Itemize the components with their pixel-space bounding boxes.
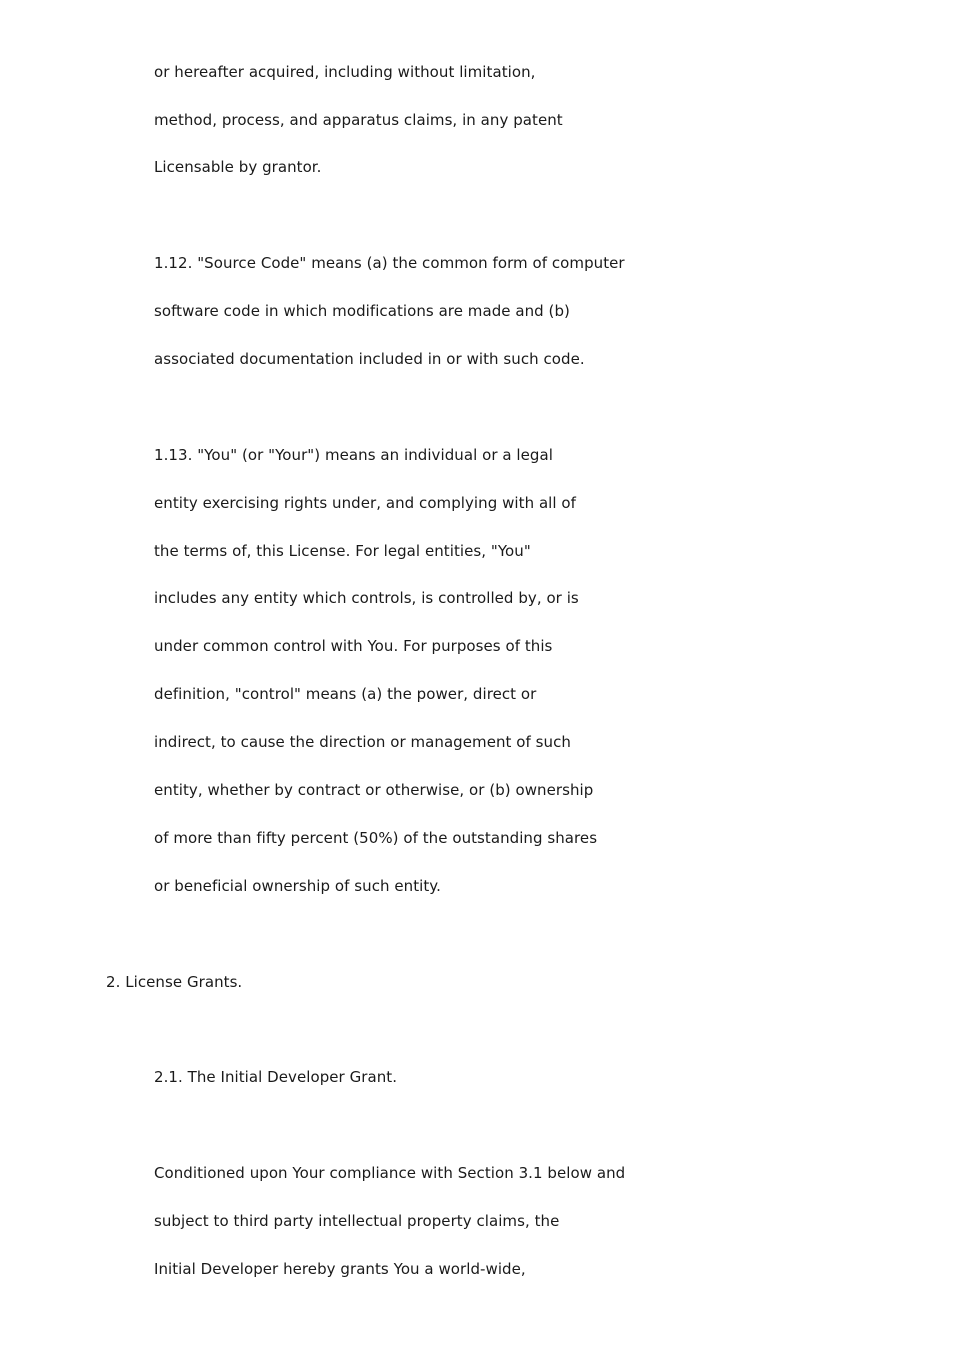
subsection-heading: 2.1. The Initial Developer Grant. — [154, 1068, 398, 1086]
definition-1-13-line: of more than fifty percent (50%) of the outstanding shares — [154, 829, 598, 847]
text-line: Licensable by grantor. — [154, 158, 322, 176]
definition-1-12-line: associated documentation included in or with such code. — [154, 350, 585, 368]
definition-1-13-line: definition, "control" means (a) the power, direct or — [154, 685, 537, 703]
definition-1-13-line: entity, whether by contract or otherwise, or (b) ownership — [154, 781, 594, 799]
definition-1-13-line: includes any entity which controls, is controlled by, or is — [154, 589, 579, 607]
definition-1-13-line: the terms of, this License. For legal entities, "You" — [154, 542, 531, 560]
section-2-1-line: Initial Developer hereby grants You a world-wide, — [154, 1260, 526, 1278]
definition-1-12-line: 1.12. "Source Code" means (a) the common form of computer — [154, 254, 625, 272]
definition-1-13-line: entity exercising rights under, and complying with all of — [154, 494, 576, 512]
text-line: or hereafter acquired, including without limitation, — [154, 63, 536, 81]
text-line: method, process, and apparatus claims, in any patent — [154, 111, 563, 129]
definition-1-13-line: 1.13. "You" (or "Your") means an individual or a legal — [154, 446, 553, 464]
section-2-1-line: Conditioned upon Your compliance with Section 3.1 below and — [154, 1164, 626, 1182]
section-2-1-line: subject to third party intellectual property claims, the — [154, 1212, 560, 1230]
section-heading: 2. License Grants. — [106, 973, 243, 991]
definition-1-13-line: or beneficial ownership of such entity. — [154, 877, 441, 895]
definition-1-13-line: under common control with You. For purposes of this — [154, 637, 553, 655]
definition-1-13-line: indirect, to cause the direction or management of such — [154, 733, 571, 751]
definition-1-12-line: software code in which modifications are made and (b) — [154, 302, 570, 320]
